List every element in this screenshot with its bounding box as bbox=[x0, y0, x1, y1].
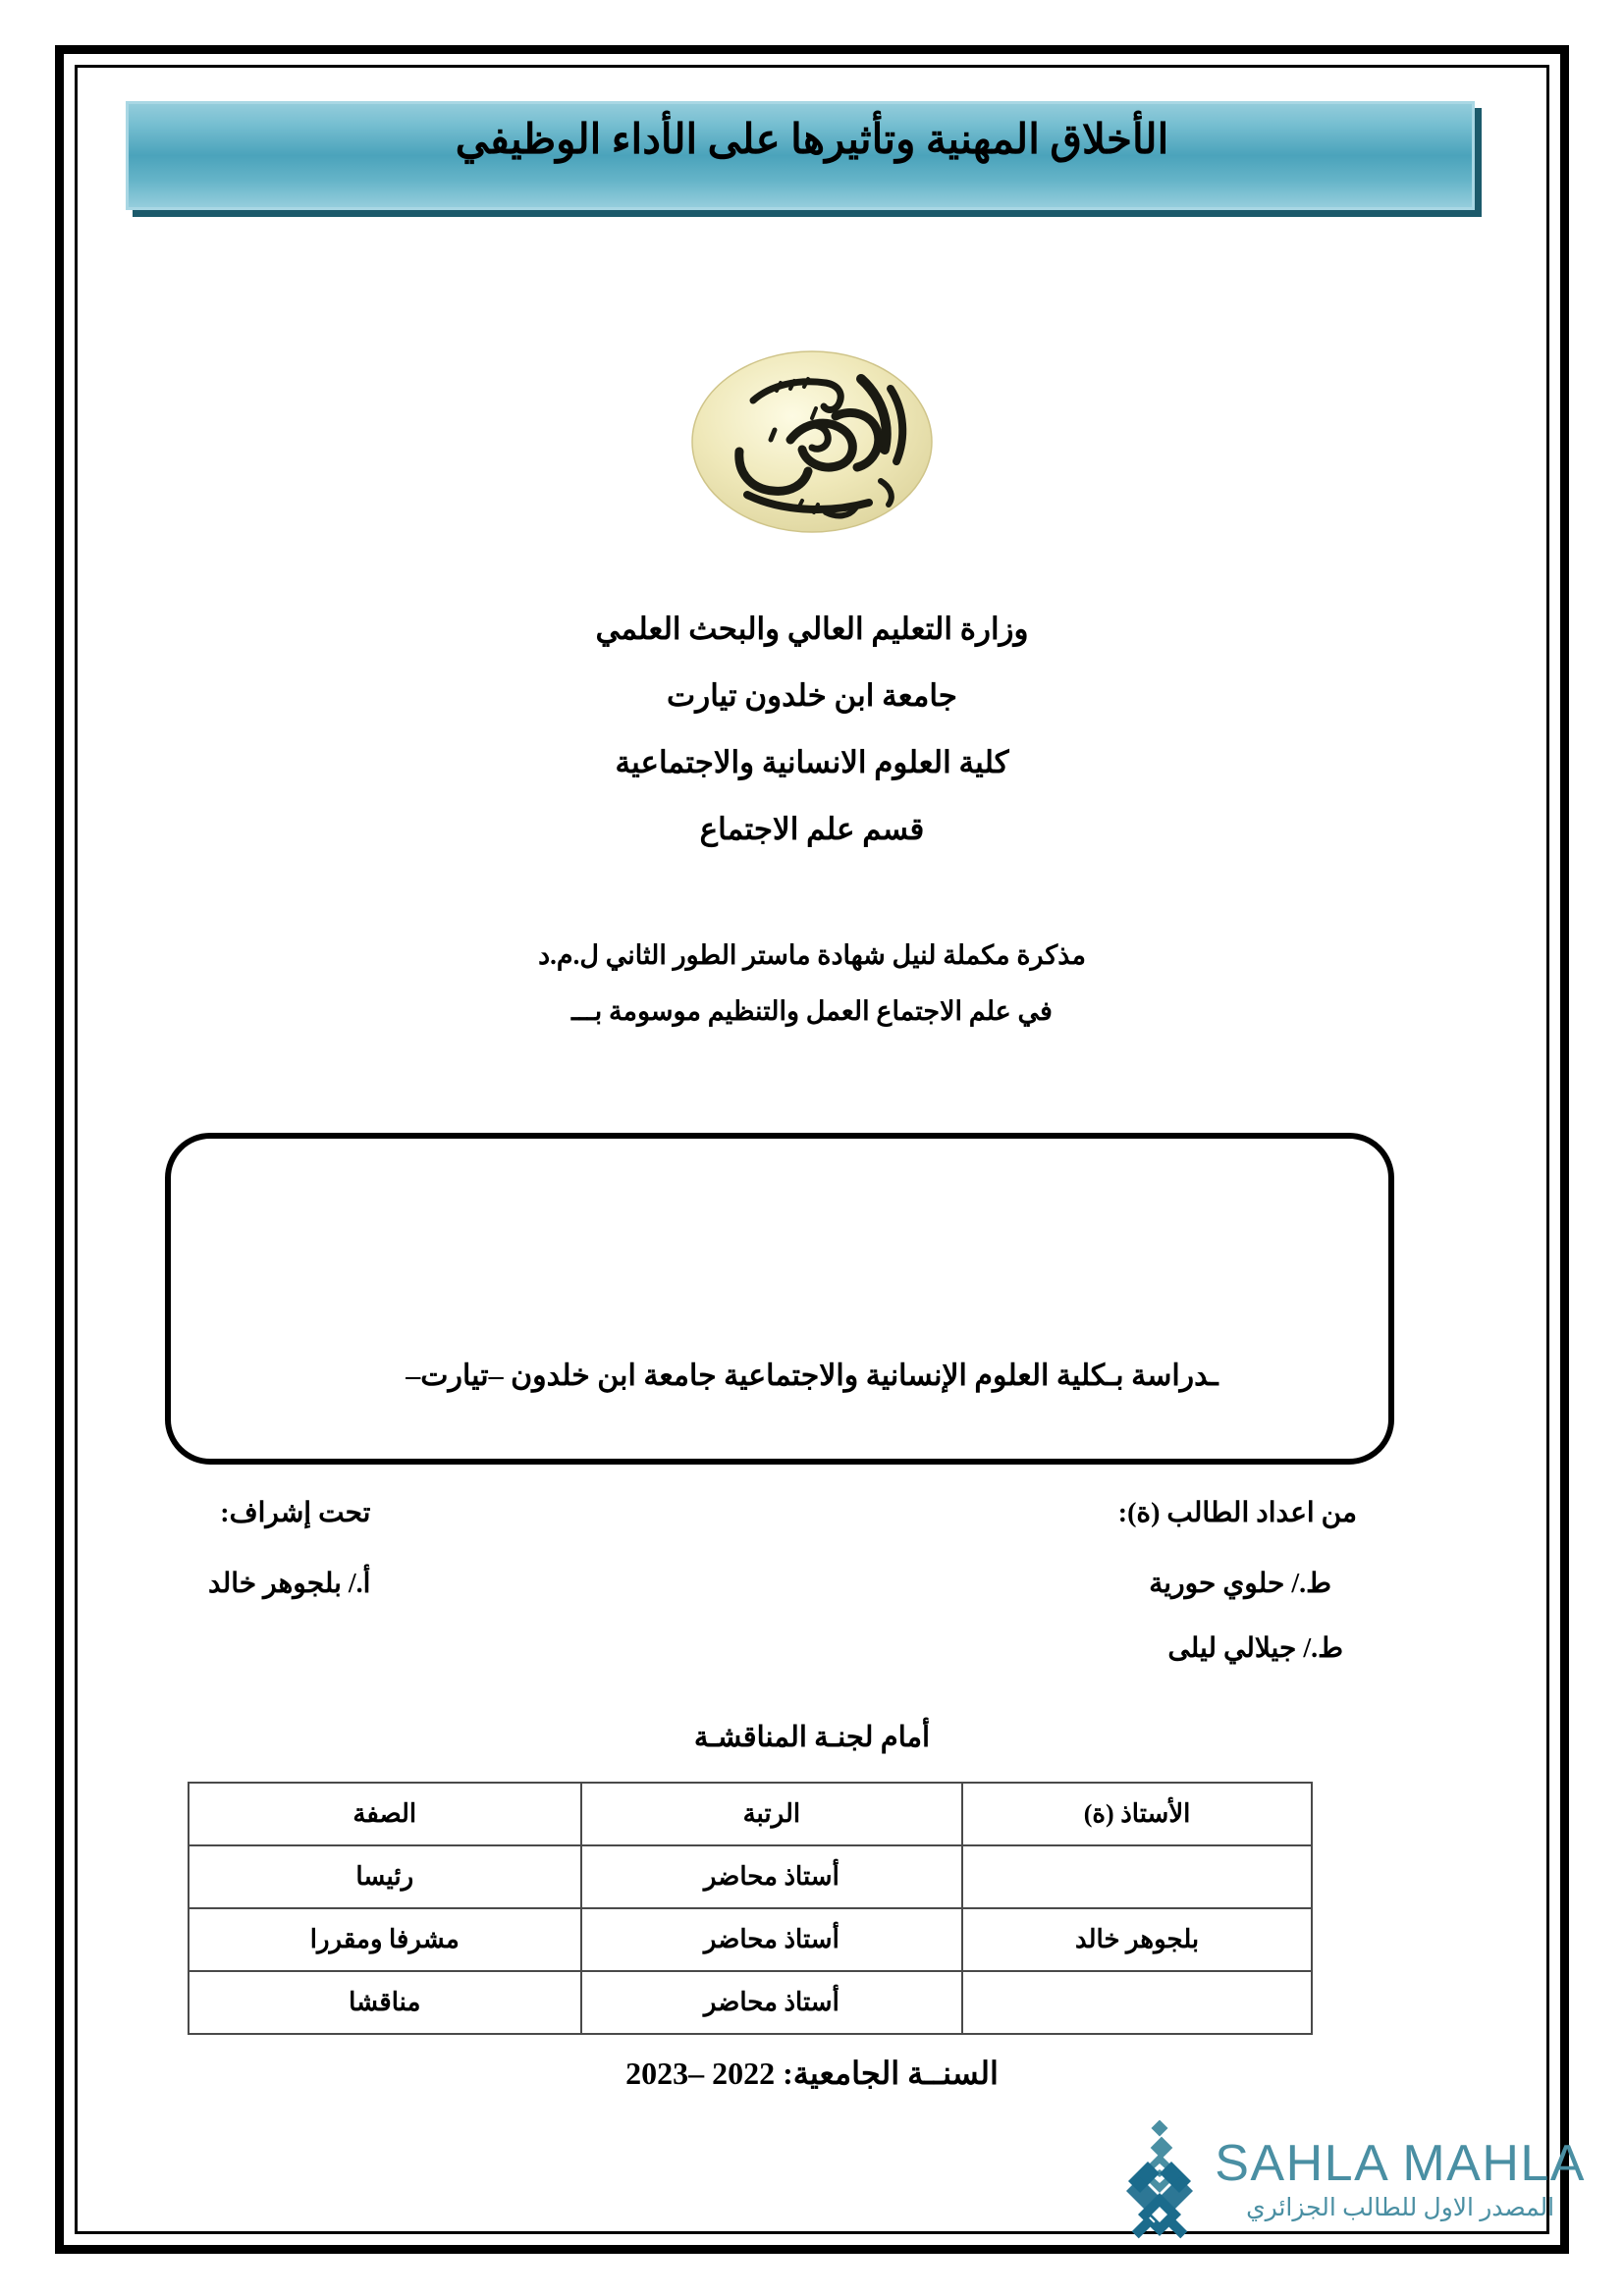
column-header-role: الصفة bbox=[189, 1783, 581, 1845]
watermark-title: SAHLA MAHLA bbox=[1215, 2135, 1586, 2192]
thesis-title: الأخلاق المهنية وتأثيرها على الأداء الوظيفي bbox=[455, 118, 1169, 163]
supervisor-heading: تحت إشراف: bbox=[220, 1498, 371, 1528]
degree-line-2: في علم الاجتماع العمل والتنظيم موسومة بـــ bbox=[571, 996, 1053, 1026]
cell-rank: أستاذ محاضر bbox=[581, 1845, 963, 1908]
cell-rank: أستاذ محاضر bbox=[581, 1971, 963, 2034]
university-logo bbox=[0, 346, 1624, 538]
title-box bbox=[165, 1133, 1394, 1465]
students-heading: من اعداد الطالب (ة): bbox=[1117, 1498, 1357, 1528]
amazigh-diamond-logo-icon bbox=[1105, 2120, 1215, 2263]
cell-role: رئيسا bbox=[189, 1845, 581, 1908]
cell-rank: أستاذ محاضر bbox=[581, 1908, 963, 1971]
authorship-section bbox=[165, 1500, 1394, 1700]
committee-table bbox=[188, 1782, 1313, 2035]
supervisor-name-1: أ./ بلجوهر خالد bbox=[208, 1569, 371, 1599]
students-column bbox=[1118, 1500, 1394, 1700]
table-header-row bbox=[189, 1783, 1312, 1845]
thesis-subtitle: ـدراسة بـكلية العلوم الإنسانية والاجتماعية جامعة ابن خلدون –تيارت– bbox=[406, 1360, 1218, 1392]
cell-professor: بلجوهر خالد bbox=[962, 1908, 1312, 1971]
degree-line-1: مذكرة مكملة لنيل شهادة ماستر الطور الثاني ل.م.د bbox=[538, 940, 1086, 970]
student-name-2: ط./ جيلالي ليلى bbox=[1167, 1633, 1343, 1664]
university-logo-emblem bbox=[688, 346, 936, 538]
column-header-professor: الأستاذ (ة) bbox=[962, 1783, 1312, 1845]
faculty-line: كلية العلوم الانسانية والاجتماعية bbox=[615, 745, 1009, 779]
table-row bbox=[189, 1908, 1312, 1971]
institution-header bbox=[0, 614, 1624, 881]
table-row bbox=[189, 1971, 1312, 2034]
university-line: جامعة ابن خلدون تيارت bbox=[667, 678, 957, 713]
degree-statement bbox=[0, 942, 1624, 1054]
cell-professor bbox=[962, 1845, 1312, 1908]
cell-professor bbox=[962, 1971, 1312, 2034]
cell-role: مناقشا bbox=[189, 1971, 581, 2034]
cell-role: مشرفا ومقررا bbox=[189, 1908, 581, 1971]
watermark-tagline: المصدر الاول للطالب الجزائري bbox=[1246, 2195, 1555, 2221]
table-row bbox=[189, 1845, 1312, 1908]
ministry-line: وزارة التعليم العالي والبحث العلمي bbox=[595, 612, 1029, 646]
student-name-1: ط./ حلوي حورية bbox=[1149, 1569, 1331, 1599]
academic-year: السنــة الجامعية: 2022 –2023 bbox=[625, 2056, 999, 2091]
watermark bbox=[1124, 2128, 1586, 2266]
committee-heading: أمام لجنـة المناقشـة bbox=[693, 1722, 931, 1753]
department-line: قسم علم الاجتماع bbox=[699, 812, 925, 846]
watermark-text bbox=[1215, 2128, 1586, 2222]
column-header-rank: الرتبة bbox=[581, 1783, 963, 1845]
supervisor-column bbox=[165, 1500, 370, 1635]
